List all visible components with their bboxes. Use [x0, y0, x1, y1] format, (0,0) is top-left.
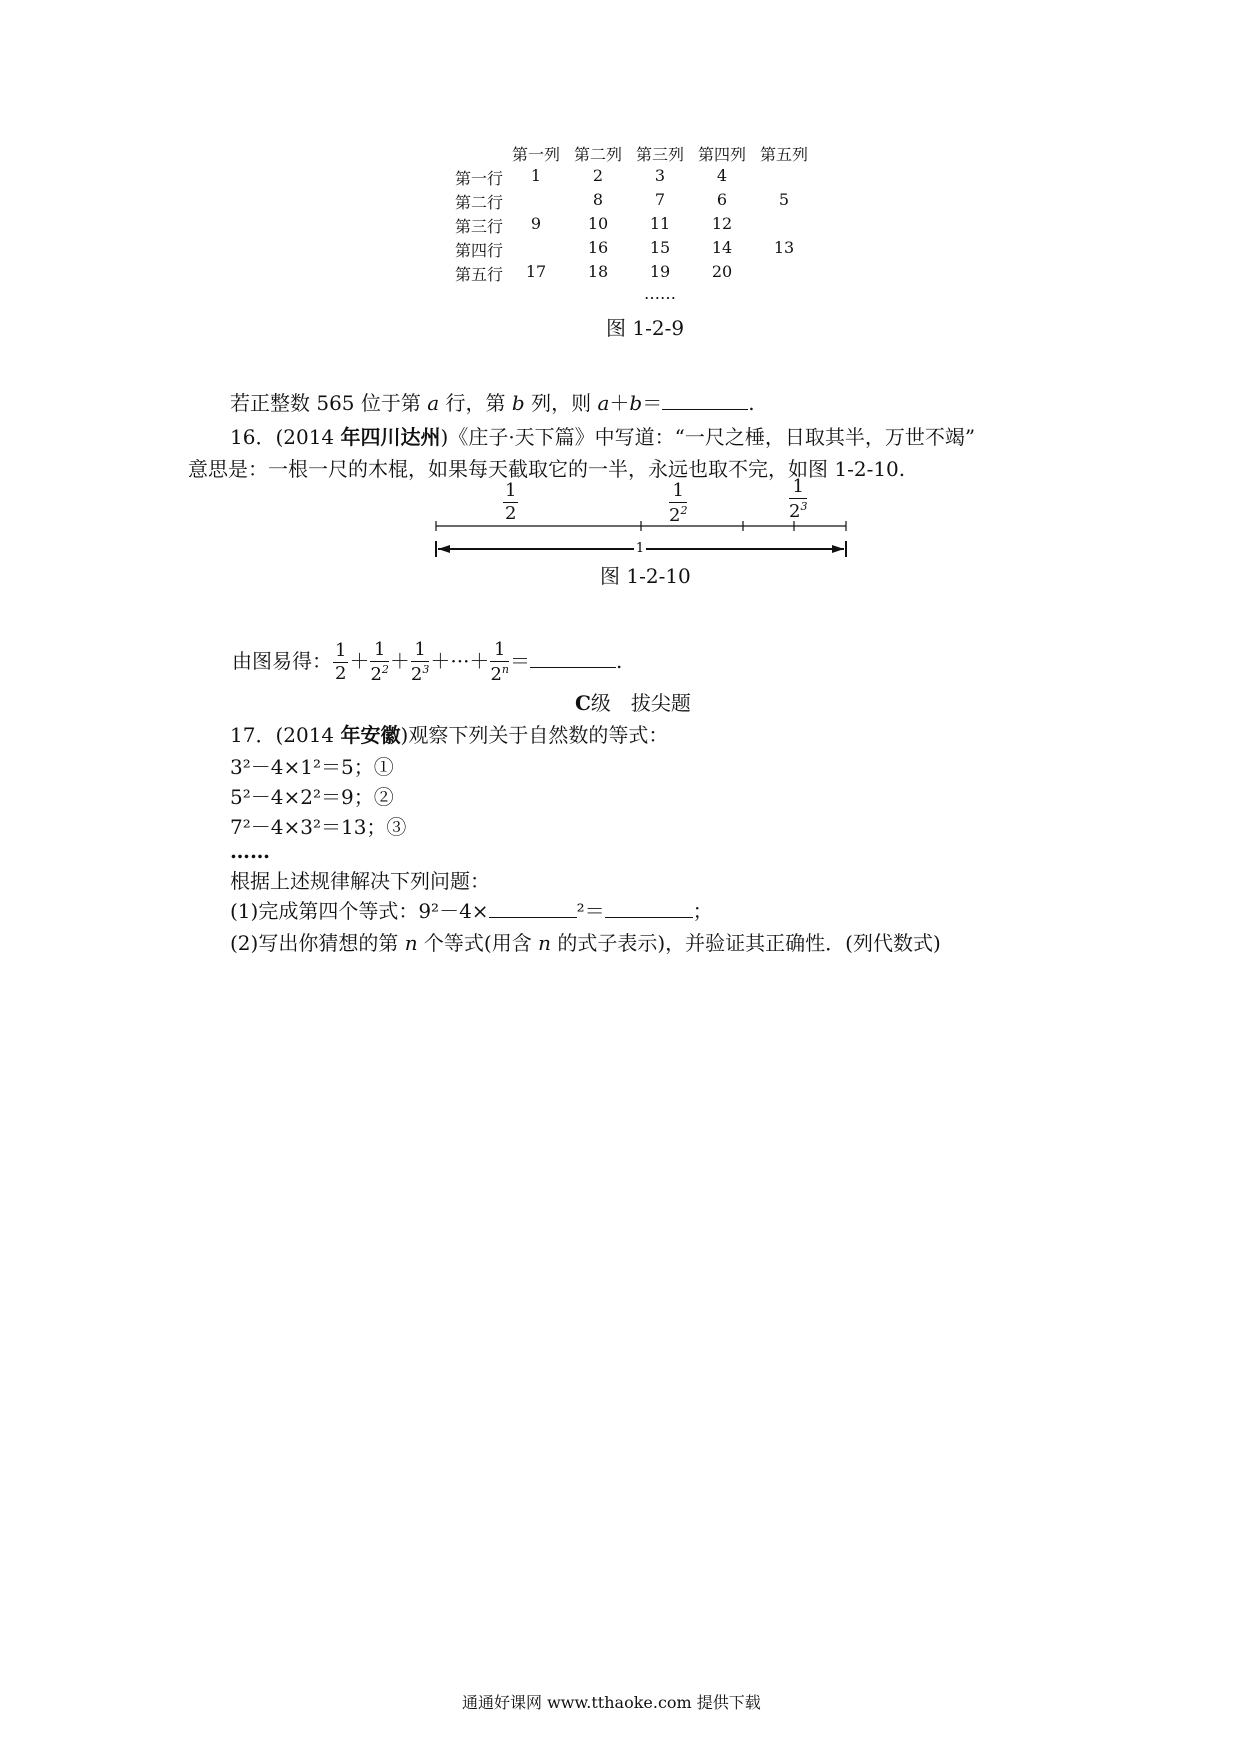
exponent: 2: [680, 504, 688, 517]
table-cell: 15: [649, 238, 671, 257]
row-label-3: 第三行: [455, 217, 504, 236]
part-1-text: ；: [692, 899, 713, 923]
total-length-label: 1: [635, 541, 645, 556]
answer-blank[interactable]: [605, 897, 693, 918]
table-cell: 14: [711, 238, 733, 257]
equation-3: 7²－4×3²＝13；③: [230, 815, 407, 839]
part-1-text: ²＝: [576, 899, 605, 923]
q16-formula: [232, 636, 622, 686]
q17-number: 17．(2014: [230, 723, 341, 747]
fraction-numerator: 1: [370, 641, 388, 662]
answer-blank[interactable]: [530, 647, 616, 668]
q16-text: )《庄子·天下篇》中写道：“一尺之棰，日取其半，万世不竭”: [440, 425, 976, 449]
row-label-5: 第五行: [455, 265, 504, 284]
var-b: b: [629, 391, 643, 415]
var-b: b: [511, 391, 525, 415]
q17-source: 年安徽: [340, 723, 401, 747]
figure-caption-1-2-10: 图 1-2-10: [600, 564, 691, 588]
fraction-numerator: 1: [490, 641, 509, 662]
q17-instruction: 根据上述规律解决下列问题：: [230, 869, 490, 893]
segment-label-half: [502, 482, 519, 523]
table-cell: 11: [649, 214, 671, 233]
table-ellipsis: ……: [644, 284, 676, 303]
table-cell: 9: [530, 214, 542, 233]
table-cell: 10: [587, 214, 609, 233]
total-length-arrow: [436, 540, 846, 557]
q15-answer-line: [230, 388, 755, 418]
segment-label-eighth: [788, 478, 808, 521]
figure-1-2-10-diagram: [430, 478, 850, 558]
q17-text: )观察下列关于自然数的等式：: [400, 723, 669, 747]
part-2-text: 的式子表示)，并验证其正确性．(列代数式): [551, 931, 941, 955]
table-cell: 8: [592, 190, 604, 209]
fraction-numerator: 1: [669, 482, 687, 503]
section-level: C: [575, 691, 591, 715]
table-cell: 20: [711, 262, 733, 281]
table-cell: 16: [587, 238, 609, 257]
fraction-denominator: 2: [410, 664, 423, 685]
table-cell: 19: [649, 262, 671, 281]
table-cell: 17: [525, 262, 547, 281]
footer-credit: 通通好课网 www.tthaoke.com 提供下载: [462, 1693, 761, 1712]
figure-caption-1-2-9: 图 1-2-9: [606, 316, 685, 340]
plus-sign: ＋: [609, 391, 630, 415]
stick-segments: [436, 521, 846, 531]
fraction-denominator: 2: [335, 663, 347, 684]
table-cell: 7: [654, 190, 666, 209]
table-cell: 5: [778, 190, 790, 209]
table-cell: 13: [773, 238, 795, 257]
col-header-3: 第三列: [635, 145, 684, 164]
formula-lead: 由图易得：: [232, 649, 332, 673]
ellipsis-plus: ＋···＋: [430, 649, 490, 673]
q15-text: 列，则: [524, 391, 598, 415]
table-cell: 1: [530, 166, 542, 185]
equations-ellipsis: ……: [230, 839, 270, 863]
q16-source: 年四川达州: [340, 425, 441, 449]
fraction-denominator: 2: [505, 503, 517, 524]
plus-sign: ＋: [389, 649, 410, 673]
var-a: a: [597, 391, 610, 415]
row-label-2: 第二行: [455, 193, 504, 212]
table-cell: 4: [716, 166, 728, 185]
fraction-denominator: 2: [370, 664, 382, 685]
q17-part-2: [230, 928, 941, 958]
table-cell: 3: [654, 166, 666, 185]
period: .: [615, 649, 623, 673]
exponent: 3: [800, 500, 808, 513]
equation-1: 3²－4×1²＝5；①: [230, 755, 394, 779]
fraction-numerator: 1: [789, 478, 807, 499]
fraction-numerator: 1: [505, 480, 517, 501]
section-heading: [575, 688, 691, 718]
var-a: a: [427, 391, 440, 415]
equation-2: 5²－4×2²＝9；②: [230, 785, 394, 809]
q15-text: 若正整数 565 位于第: [230, 391, 428, 415]
q16-number: 16．(2014: [230, 425, 341, 449]
row-label-4: 第四行: [455, 241, 504, 260]
part-1-text: (1)完成第四个等式：9²－4×: [230, 899, 489, 923]
row-label-1: 第一行: [455, 169, 504, 188]
answer-blank[interactable]: [662, 389, 748, 410]
col-header-4: 第四列: [697, 145, 746, 164]
col-header-5: 第五列: [759, 145, 808, 164]
fraction-denominator: 2: [490, 664, 502, 685]
fraction-numerator: 1: [335, 640, 347, 661]
table-cell: 2: [592, 166, 604, 185]
q17-part-1: [230, 896, 713, 926]
var-n: n: [538, 931, 551, 955]
section-title: 级 拔尖题: [590, 691, 691, 715]
part-2-text: (2)写出你猜想的第: [230, 931, 405, 955]
answer-blank[interactable]: [489, 897, 577, 918]
equals-sign: ＝: [642, 391, 663, 415]
q16-line-2: 意思是：一根一尺的木棍，如果每天截取它的一半，永远也取不完，如图 1-2-10.: [188, 457, 906, 481]
plus-sign: ＋: [349, 649, 370, 673]
q17-header: [230, 720, 668, 750]
col-header-1: 第一列: [511, 145, 560, 164]
exponent: 2: [381, 663, 389, 676]
table-cell: 18: [587, 262, 609, 281]
q15-text: 行，第: [439, 391, 512, 415]
table-cell: 12: [711, 214, 733, 233]
part-2-text: 个等式(用含: [417, 931, 539, 955]
fraction-denominator: 2: [789, 501, 801, 522]
segment-label-quarter: [668, 482, 688, 525]
fraction-numerator: 1: [411, 641, 429, 662]
q16-line-1: [230, 422, 975, 452]
fraction-denominator: 2: [669, 505, 681, 526]
period: .: [748, 391, 755, 415]
exponent: 3: [422, 663, 430, 676]
exponent-n: n: [501, 663, 509, 676]
col-header-2: 第二列: [573, 145, 622, 164]
var-n: n: [404, 931, 418, 955]
equals-sign: ＝: [509, 649, 530, 673]
table-cell: 6: [716, 190, 728, 209]
